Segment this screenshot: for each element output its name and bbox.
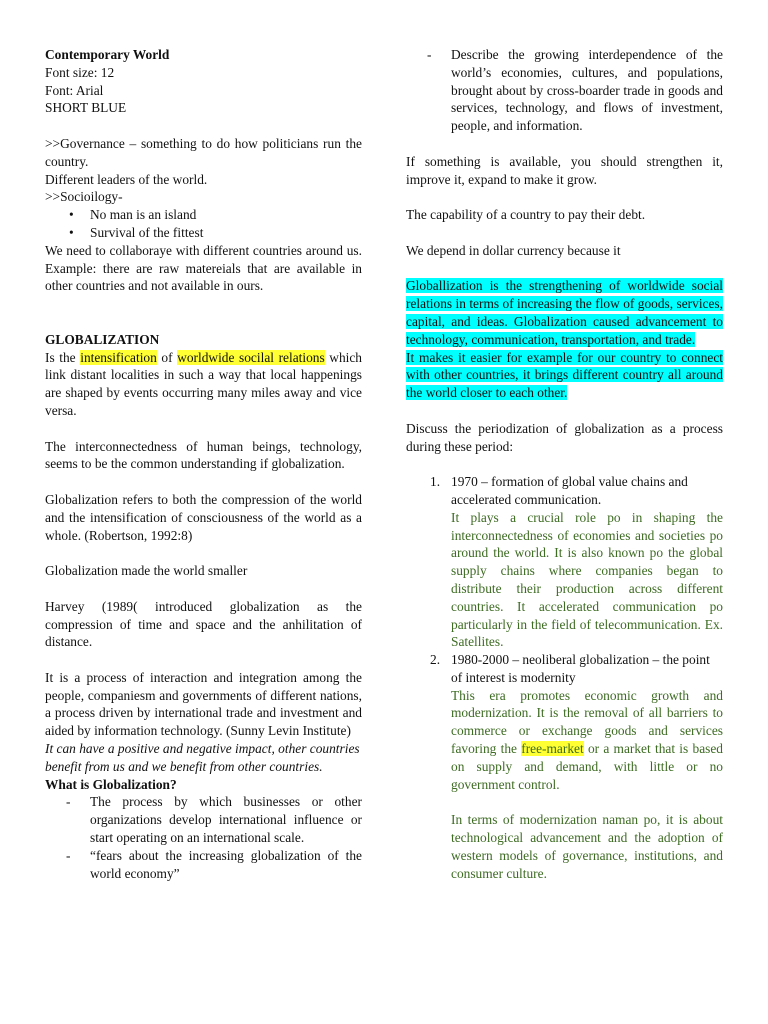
strengthen-paragraph: If something is available, you should strengthen it, improve it, expand to make it grow. (406, 153, 723, 187)
robertson-paragraph: Globalization refers to both the compression of the world and the intensification of consciousness of the world as a whole. (Robertson, 1992:8) (45, 491, 362, 543)
periods-list (406, 473, 723, 882)
what-heading: What is Globalization? (45, 776, 177, 792)
what-list (45, 793, 362, 882)
list-item: - Describe the growing interdependence of the world’s economies, cultures, and populations, brought about by cross-boarder trade in goods and services, technology, and flows of investment, people, and information. (406, 46, 723, 135)
period-2-modernization-note: In terms of modernization naman po, it is about technological advancement and the adoption of western models of governance, institutions, and consumer culture. (451, 812, 723, 881)
list-item: 2. 1980-2000 – neoliberal globalization – the point of interest is modernity This era promotes economic growth and modernization. It is the removal of all barriers to commerce or exchange goods and services favoring the free-market or a market that is based on supply and demand, with little or no government control. In terms of modernization naman po, it is about technological advancement and the adoption of western models of governance, institutions, and consumer culture. (430, 652, 723, 881)
highlight-intensification: intensification (80, 349, 157, 365)
impact-paragraph: It can have a positive and negative impact, other countries benefit from us and we benefit from other countries. (45, 741, 360, 774)
period-1-note: It plays a crucial role po in shaping the interconnectedness of economies and societies po around the world. It is also known po the global supply chains where companies began to distribute their production across different countries. It accelerated communication po particularly in the field of telecommunication. Ex. Satellites. (451, 509, 723, 650)
right-column (406, 46, 723, 882)
meta-short-blue: SHORT BLUE (45, 100, 127, 116)
left-column (45, 46, 362, 882)
list-item: - “fears about the increasing globalization of the world economy” (45, 847, 362, 883)
dollar-paragraph: We depend in dollar currency because it (406, 242, 621, 258)
discuss-paragraph: Discuss the periodization of globalization as a process during these period: (406, 420, 723, 454)
governance-note: >>Governance – something to do how politicians run the country. (45, 135, 362, 169)
cyan-definition (406, 277, 723, 348)
sociology-note: >>Socioilogy- (45, 189, 123, 205)
list-item: 1. 1970 – formation of global value chains and accelerated communication. It plays a crucial role po in shaping the interconnectedness of economies and societies po around the world. It is also known po the global supply chains where companies began to distribute their production across different countries. It accelerated communication po particularly in the field of telecommunication. Ex. Satellites. (430, 474, 723, 650)
list-item: • No man is an island (45, 206, 362, 224)
leaders-note: Different leaders of the world. (45, 171, 208, 187)
describe-list (406, 46, 723, 135)
list-item: - The process by which businesses or other organizations develop international influence or start operating on an international scale. (45, 793, 362, 846)
levin-paragraph: It is a process of interaction and integration among the people, companiesm and governments of different nations, a process driven by international trade and investment and aided by information technology. (Sunny Levin Institute) (45, 669, 362, 739)
collaborate-paragraph: We need to collaboraye with different countries around us. Example: there are raw matereials that are available in other countries and not available in ours. (45, 242, 362, 294)
list-item: • Survival of the fittest (45, 224, 362, 242)
smaller-paragraph: Globalization made the world smaller (45, 563, 248, 579)
doc-title: Contemporary World (45, 47, 170, 62)
globalization-definition: Is the intensification of worldwide socilal relations which link distant localities in such a way that local happenings are shaped by events occurring many miles away and vice versa. (45, 349, 363, 418)
meta-font: Font: Arial (45, 82, 104, 98)
cyan-example (406, 349, 723, 402)
highlight-free-market: free-market (521, 741, 584, 757)
highlight-cyan-example: It makes it easier for example for our country to connect with other countries, it brings different country all around the world closer to each other. (406, 349, 723, 401)
highlight-social-relations: worldwide socilal relations (177, 349, 325, 365)
harvey-paragraph: Harvey (1989( introduced globalization as the compression of time and space and the anhilitation of distance. (45, 598, 362, 650)
period-2-heading: 1980-2000 – neoliberal globalization – the point of interest is modernity (451, 652, 710, 685)
period-1-heading: 1970 – formation of global value chains and accelerated communication. (451, 474, 688, 507)
highlight-cyan-definition: Globallization is the strengthening of worldwide social relations in terms of increasing the flow of goods, services, capital, and ideas. Globalization caused advancement to technology, communication, transportation, and trade. (406, 278, 723, 347)
interconnectedness-paragraph: The interconnectedness of human beings, technology, seems to be the common understanding if globalization. (45, 438, 362, 472)
period-2-note: This era promotes economic growth and modernization. It is the removal of all barriers to commerce or exchange goods and services favoring the free-market or a market that is based on supply and demand, with little or no government control. (451, 687, 723, 792)
capability-paragraph: The capability of a country to pay their debt. (406, 207, 646, 223)
sociology-list (45, 206, 362, 242)
meta-font-size: Font size: 12 (45, 64, 115, 80)
globalization-heading: GLOBALIZATION (45, 331, 160, 347)
